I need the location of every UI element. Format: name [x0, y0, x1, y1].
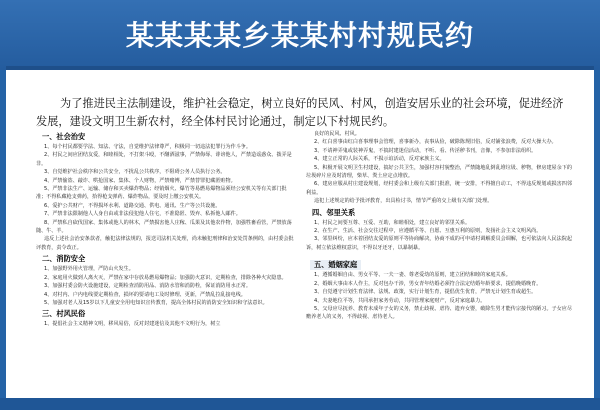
rule-item: 5、父母应尽抚养、教育未成年子女的义务，禁止歧视、虐待、遗弃女婴，破除生男才能传宗接代的陋习。子女应尽赡养老人的义务，不得歧视、虐待老人。 — [306, 305, 572, 321]
rule-item: 5、严禁非法生产、运输、储存和买卖爆炸物品；经销烟火、爆竹等易燃易爆物品须经公安机关等有关部门批准；不得私藏枪支弹药，拾得枪支弹药、爆炸物品，要及时上缴公安机关。 — [36, 186, 287, 201]
rule-item: 良好的民风、村风。 — [314, 131, 360, 137]
right-column — [306, 130, 574, 322]
section-heading: 五、婚姻家庭 — [310, 260, 361, 270]
rule-item: 1、每个村民都要学法、知法、守法，自觉维护法律尊严，积极同一切违法犯罪行为作斗争。 — [44, 144, 251, 150]
rule-item: 8、严禁私自砍伐国家、集体或他人的林木，严禁损害他人庄稼、瓜果及其他农作物，加强牲畜看管，严禁放荡随、牛、羊。 — [36, 219, 292, 235]
rule-item: 1、村民之间要互尊、互爱、互助，和睦相处，建立良好的邻里关系。 — [314, 219, 471, 226]
rule-item: 1、加强野外用火管理，严防山火发生。 — [44, 266, 134, 273]
intro-paragraph: 为了推进民主法制建设，维护社会稳定，树立良好的民风、村风，创造安居乐业的社会环境，促进经济发展，建设文明卫生新农村，经全体村民讨论通过，制定以下村规民约。 — [36, 97, 564, 129]
rule-item: 4、夫妻地位平等，共同承担家务劳动，共同管理家庭财产，反对家庭暴力。 — [314, 297, 486, 304]
rule-item: 3、不请神弄鬼或装神弄鬼，不搞封建迷信活动，不听、看、传淫秽书刊，音像，不参加非法组织。 — [314, 147, 537, 154]
rule-item: 6、建房应服从村庄建设规划，经村委会和上级有关部门批准，统一安排，不得擅自动工，不得违反规划或损害四邻利益。 — [306, 181, 572, 196]
rule-item: 7、严禁非法限制他人人身自由或非法侵犯他人住宅，不准隐匿、毁弃、私拆他人邮件。 — [44, 211, 241, 218]
rule-item: 违反上述社会治安条款者，触犯法律法规的，报送司法机关处理，尚未触犯刑律和治安处罚条例的，由村委会批评教育，责令改正。 — [36, 236, 294, 251]
rule-item: 3、自觉维护社会秩序和公共安全，不扰乱公共秩序，不阻碍公务人员执行公务。 — [44, 169, 226, 176]
rule-item: 4、建立正常的人际关系，不损示谊活动，反对家族主义。 — [314, 156, 445, 163]
section-heading: 二、消防安全 — [42, 254, 86, 264]
rule-item: 2、红白喜事由红白喜事理事会管理，喜事新办，丧事从俭，破除陈规旧俗，反对铺张浪费，反对大操大办。 — [314, 139, 557, 146]
rule-item: 5、积极开展文明卫生村建设，搞好公共卫生，加强村容村貌整治，严禁随地乱倒乱堆垃圾、秽物，修房建屋余下的垃圾碎片应及时清理，柴草、粪土应定点堆放。 — [306, 164, 572, 180]
page-title: 某某某某乡某某村村规民约 — [125, 19, 474, 52]
section-heading: 四、邻里关系 — [312, 207, 356, 217]
rule-item: 3、加强村委会防火设施建设，定期检查消防用品、消防水管和消防栓，保证消防用水正常。 — [44, 283, 251, 290]
rule-item: 3、邻里纠纷，应本着团结友爱的原则平等协商解决，协商不成的可申请村调解委员会调解，也可依法向人民法院起诉，树立依法维权意识，不得以牙还牙，以暴制暴。 — [306, 236, 572, 251]
rule-item: 2、婚姻大事由本人作主，反对包办干涉，男女青年结婚必须符合法定结婚年龄要求，提倡晚婚晚育。 — [314, 280, 542, 287]
left-column — [36, 130, 296, 329]
rule-item: 2、家庭用火做到人离火灭，严禁在家中存放易燃易爆物品；加强防火意识，定期检查，排除各种火灾隐患。 — [44, 274, 287, 281]
section-heading: 三、村风民俗 — [42, 309, 86, 319]
rule-item: 2、村民之间应团结友爱，和睦相处，不打架斗殴，不酗酒滋事，严禁侮辱、诽谤他人，严禁造谣惑众、拨弄是非。 — [36, 152, 292, 167]
rule-item: 3、自觉遵守计划生育法律、法规、政策，实行计划生育，提倡优生优育，严禁无计划生育或超生。 — [314, 289, 537, 296]
rule-item: 违犯上述规定的给予批评教育，出具检讨书，情节严重的交上级有关部门处理。 — [314, 198, 493, 205]
rule-item: 4、严禁偷盗、敲诈、哄抢国家、集体、个人财物，严禁赌博，严禁替罪犯藏匿赃物。 — [44, 177, 236, 184]
footer-band — [0, 398, 600, 410]
rule-item: 5、加强对老人及15岁以下儿童安全用电知识宣传教育，提高全体村民的消防安全知识和守法意识。 — [44, 299, 268, 306]
rule-item: 6、爱护公共财产，不得损坏水利、道路交通、供电、通讯、生产等公共设施。 — [44, 202, 221, 209]
rule-item: 4、对村内、户内电线要定期检查，损坏的要请电工及时修理、更新，严禁乱拉乱接电线。 — [44, 291, 246, 298]
notice-board — [6, 66, 594, 406]
rule-item: 2、在生产、生活、社会交往过程中，应遵循平等、自愿、互惠互利的原则，发扬社会主义文明风尚。 — [314, 228, 542, 235]
rule-item: 1、提倡社会主义精神文明，移风易俗，反对封建迷信及其他不文明行为，树立 — [44, 321, 221, 328]
section-heading: 一、社会治安 — [42, 132, 86, 141]
rule-item: 1、遵循婚姻自由、男女平等、一夫一妻、尊老爱幼的原则，建立团结和睦的家庭关系。 — [314, 272, 511, 279]
